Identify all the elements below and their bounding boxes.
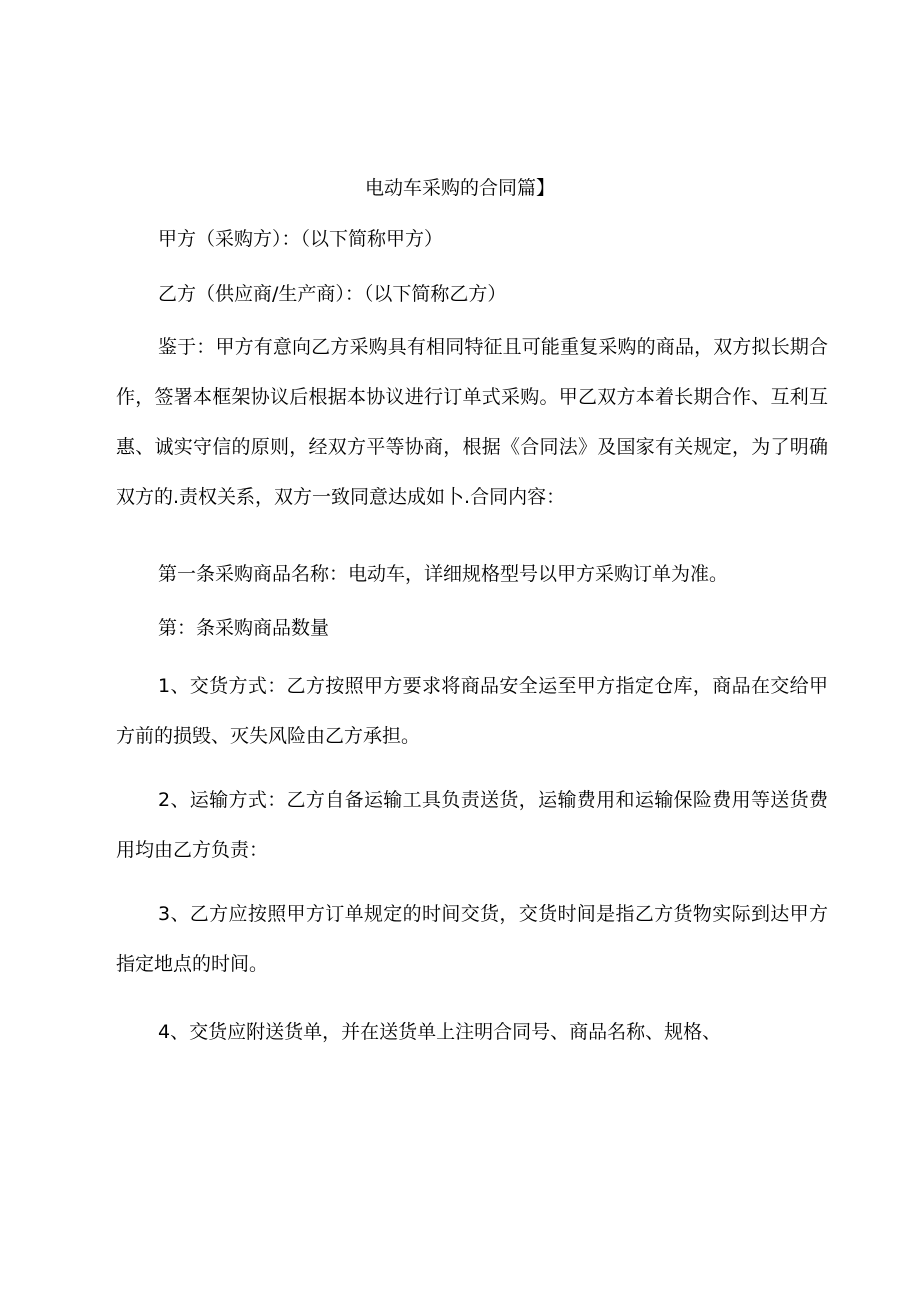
clause-3-paragraph: 3、乙方应按照甲方订单规定的时间交货，交货时间是指乙方货物实际到达甲方指定地点的时间。 (116, 903, 828, 975)
clause-2-paragraph: 2、运输方式：乙方自备运输工具负责送货，运输费用和运输保险费用等送货费用均由乙方负责： (116, 789, 828, 861)
clause-4-paragraph: 4、交货应附送货单，并在送货单上注明合同号、商品名称、规格、 (158, 1021, 722, 1043)
article-2-heading: 第：条采购商品数量 (158, 617, 330, 639)
document-title: 电动车采购的合同篇】 (364, 177, 555, 199)
party-a-line: 甲方（采购方）：（以下简称甲方） (158, 228, 444, 250)
article-1-paragraph: 第一条采购商品名称：电动车，详细规格型号以甲方采购订单为准。 (158, 563, 729, 585)
clause-1-paragraph: 1、交货方式：乙方按照甲方要求将商品安全运至甲方指定仓库，商品在交给甲方前的损毁、灭失风险由乙方承担。 (116, 675, 828, 747)
preamble-paragraph: 鉴于：甲方有意向乙方采购具有相同特征且可能重复采购的商品，双方拟长期合作，签署本框架协议后根据本协议进行订单式采购。甲乙双方本着长期合作、互利互惠、诚实守信的原则，经双方平等协商，根据《合同法》及国家有关规定，为了明确双方的.责权关系，双方一致同意达成如卜.合同内容： (116, 336, 828, 508)
party-b-line: 乙方（供应商/生产商）：（以下简称乙方） (158, 283, 507, 305)
